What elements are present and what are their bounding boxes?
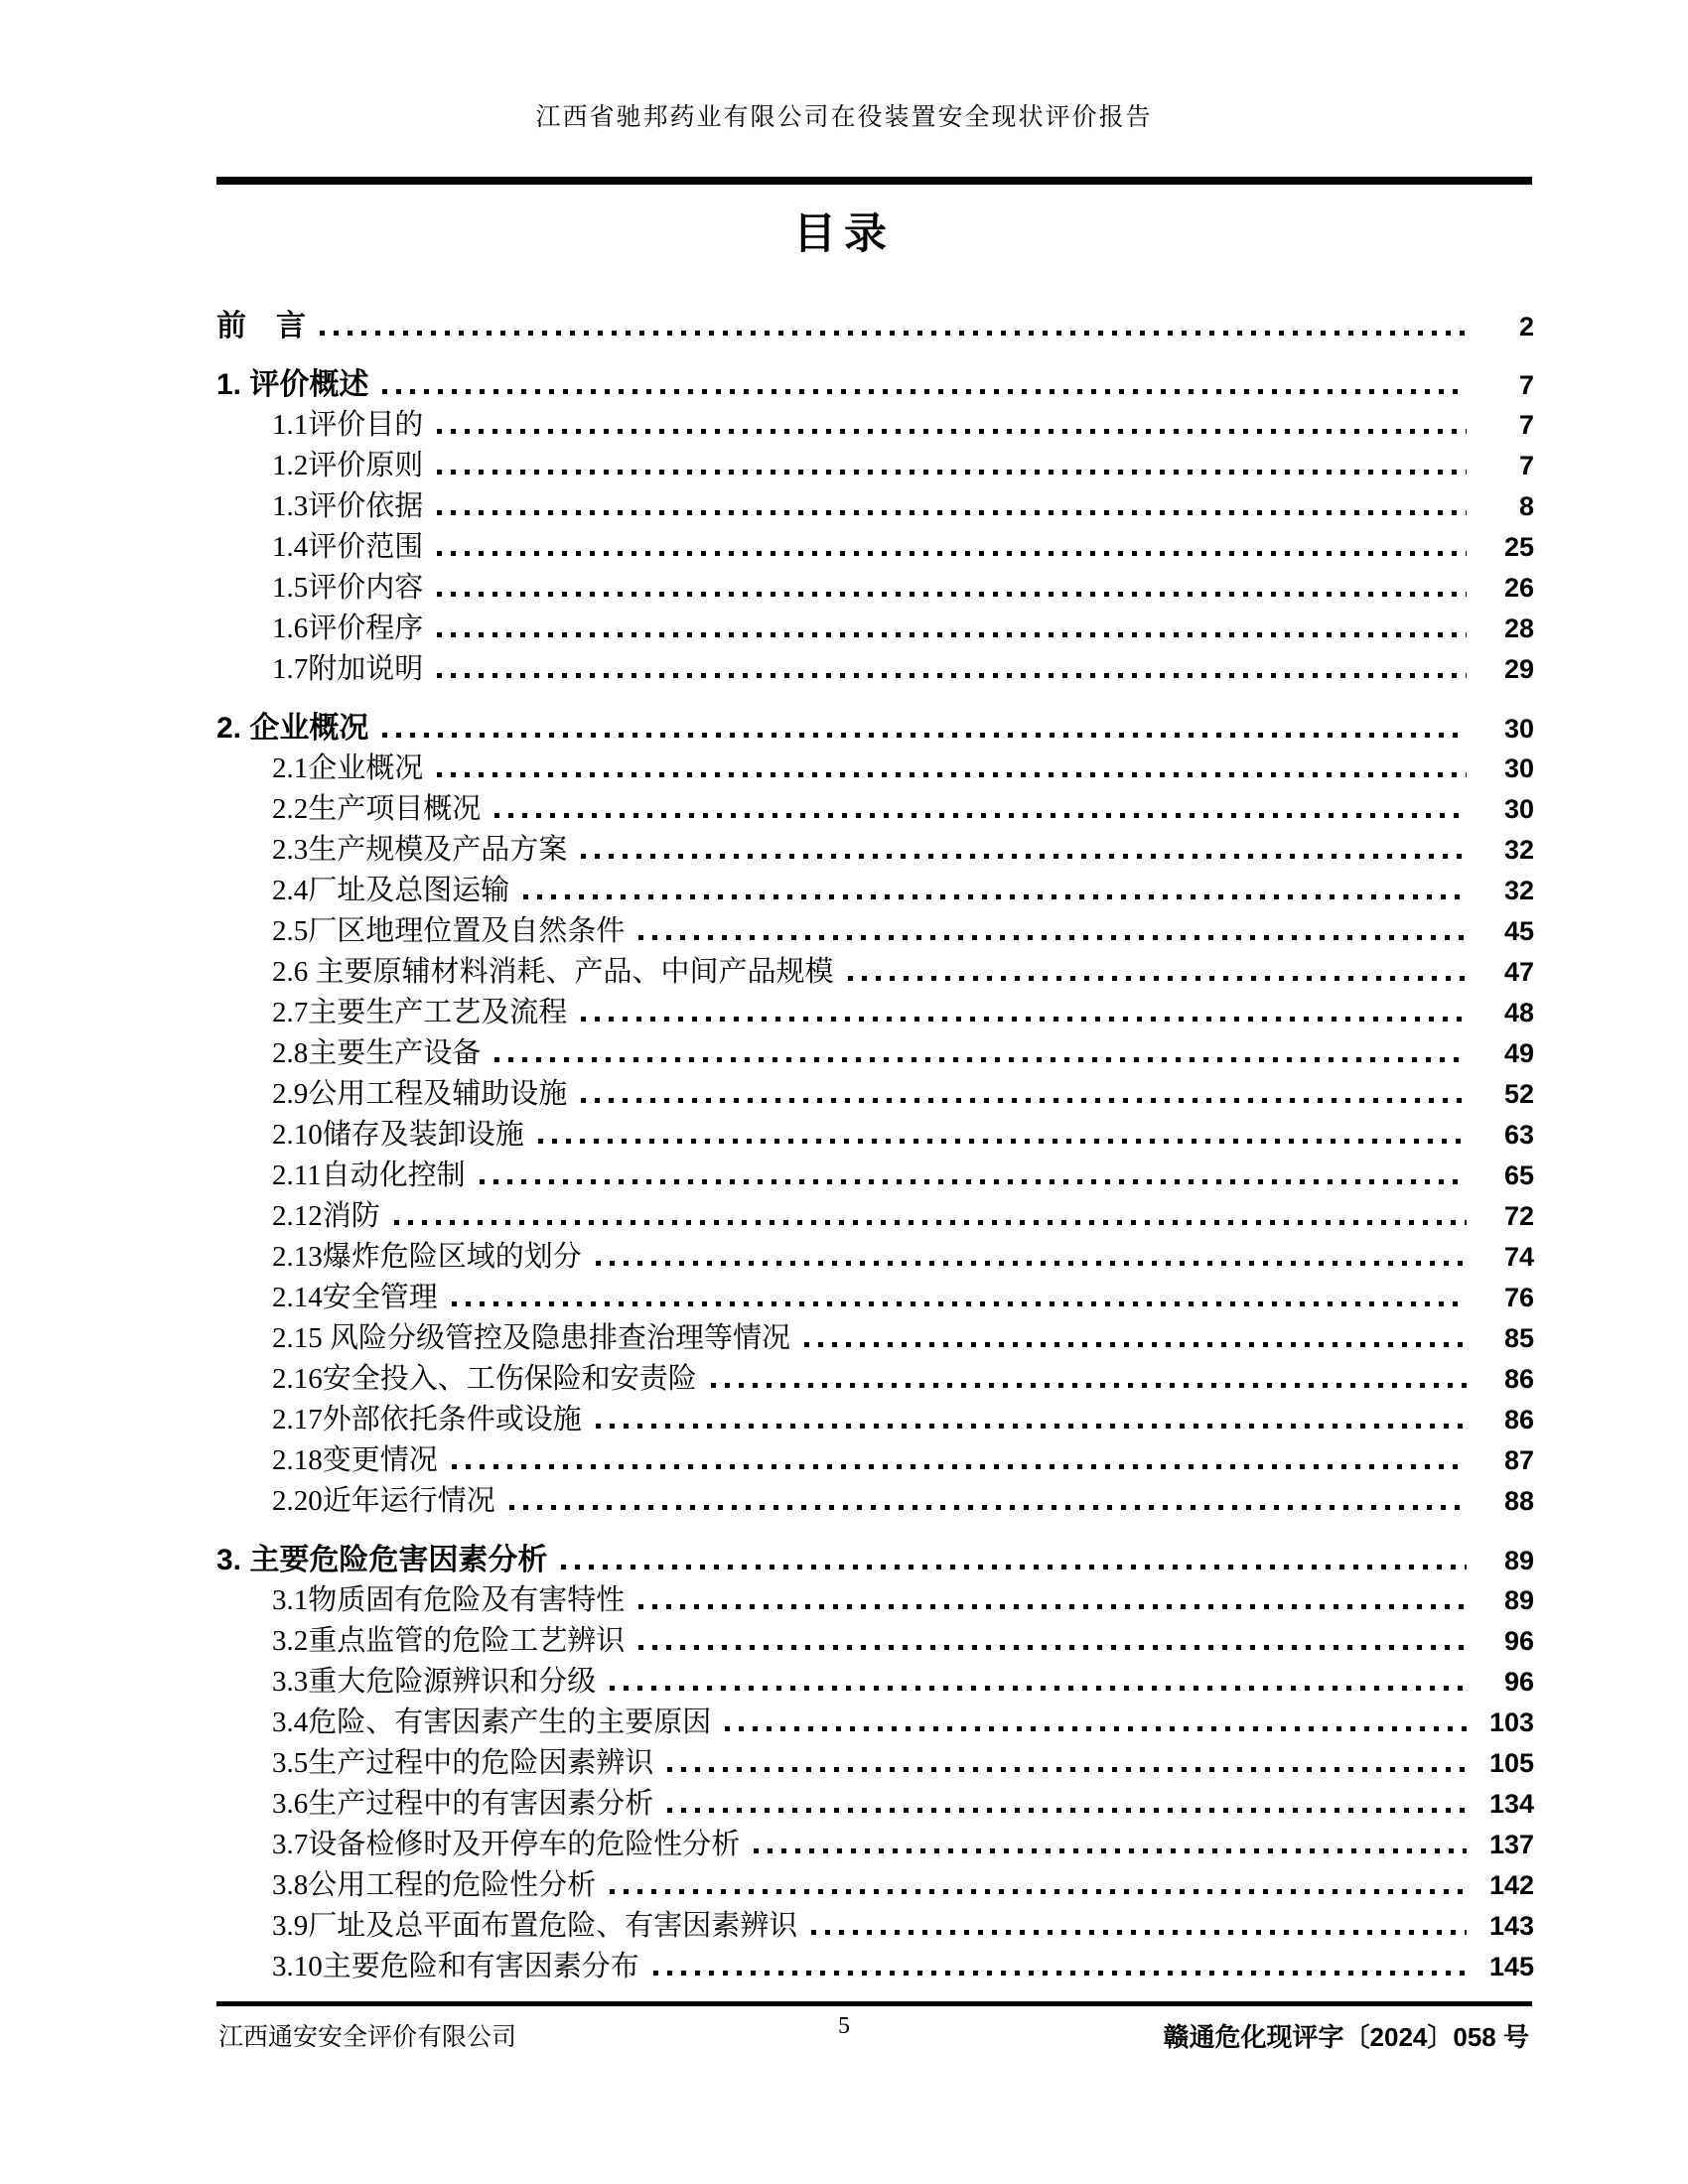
toc-entry-label: 3.10主要危险和有害因素分布 xyxy=(272,1951,639,1982)
toc-entry xyxy=(216,1318,1534,1359)
toc-entry-page-number: 85 xyxy=(1503,1323,1534,1353)
toc-entry xyxy=(216,789,1534,830)
toc-entry-label: 3.2重点监管的危险工艺辨识 xyxy=(272,1625,626,1657)
toc-entry-label: 3.1物质固有危险及有害特性 xyxy=(272,1584,626,1616)
toc-entry-page-number: 2 xyxy=(1518,312,1534,341)
toc-leader-dots xyxy=(711,1383,1467,1388)
toc-entry-label: 2.4厂址及总图运输 xyxy=(272,875,510,906)
toc-entry-label: 2.16安全投入、工伤保险和安责险 xyxy=(272,1363,697,1395)
toc-entry-page-number: 89 xyxy=(1503,1546,1534,1575)
toc-entry-label: 2.2生产项目概况 xyxy=(272,793,482,825)
toc-entry xyxy=(216,405,1534,446)
toc-entry-label: 2.18变更情况 xyxy=(272,1444,438,1476)
toc-leader-dots xyxy=(538,1139,1467,1144)
report-header-title: 江西省驰邦药业有限公司在役装置安全现状评价报告 xyxy=(535,104,1153,131)
toc-entry-label: 前 言 xyxy=(216,310,306,342)
toc-entry-label: 2. 企业概况 xyxy=(216,712,369,745)
toc-entry xyxy=(216,609,1534,649)
toc-entry-page-number: 8 xyxy=(1518,491,1534,521)
toc-entry-label: 2.13爆炸危险区域的划分 xyxy=(272,1241,582,1273)
toc-entry xyxy=(216,1074,1534,1115)
toc-entry-label: 3.9厂址及总平面布置危险、有害因素辨识 xyxy=(272,1910,798,1942)
toc-leader-dots xyxy=(638,935,1467,940)
toc-entry-page-number: 103 xyxy=(1488,1707,1534,1737)
toc-entry-label: 2.8主要生产设备 xyxy=(272,1037,482,1069)
toc-entry-page-number: 72 xyxy=(1503,1201,1534,1231)
footer-document-number: 赣通危化现评字〔2024〕058 号 xyxy=(1163,2022,1529,2052)
toc-entry xyxy=(216,993,1534,1033)
toc-entry xyxy=(216,952,1534,993)
toc-entry xyxy=(216,1743,1534,1784)
toc-entry xyxy=(216,1278,1534,1318)
toc-leader-dots xyxy=(494,1057,1467,1062)
toc-entry-label: 1.3评价依据 xyxy=(272,490,424,522)
header-rule xyxy=(216,177,1532,185)
toc-entry-label: 2.1企业概况 xyxy=(272,752,424,784)
toc-entry-page-number: 96 xyxy=(1503,1667,1534,1697)
toc-entry xyxy=(216,1580,1534,1621)
toc-entry-label: 2.10储存及装卸设施 xyxy=(272,1119,524,1151)
toc-entry-page-number: 63 xyxy=(1503,1120,1534,1150)
toc-entry xyxy=(216,1440,1534,1481)
toc-entry-label: 3.4危险、有害因素产生的主要原因 xyxy=(272,1706,712,1738)
toc-leader-dots xyxy=(523,894,1467,899)
toc-leader-dots xyxy=(653,1971,1467,1976)
toc-entry-label: 2.17外部依托条件或设施 xyxy=(272,1404,582,1435)
toc-entry xyxy=(216,1906,1534,1947)
toc-entry-page-number: 74 xyxy=(1503,1242,1534,1272)
toc-entry xyxy=(216,1540,1534,1580)
toc-entry-label: 2.5厂区地理位置及自然条件 xyxy=(272,915,626,947)
toc-leader-dots xyxy=(848,976,1467,981)
toc-entry-label: 2.11自动化控制 xyxy=(272,1160,466,1191)
toc-entry-page-number: 30 xyxy=(1503,753,1534,783)
toc-entry-label: 3.7设备检修时及开停车的危险性分析 xyxy=(272,1829,741,1860)
toc-entry xyxy=(216,486,1534,527)
toc-entry-label: 3.8公用工程的危险性分析 xyxy=(272,1869,597,1901)
toc-leader-dots xyxy=(494,813,1467,818)
toc-entry-label: 2.14安全管理 xyxy=(272,1282,438,1313)
toc-leader-dots xyxy=(320,331,1467,336)
toc-leader-dots xyxy=(581,1098,1467,1103)
toc-entry xyxy=(216,446,1534,486)
toc-leader-dots xyxy=(667,1767,1467,1772)
toc-entry-label: 1.7附加说明 xyxy=(272,653,424,685)
toc-leader-dots xyxy=(638,1604,1467,1609)
toc-entry-page-number: 134 xyxy=(1488,1789,1534,1819)
toc-entry-page-number: 88 xyxy=(1503,1486,1534,1516)
toc-entry xyxy=(216,1156,1534,1196)
toc-entry-page-number: 86 xyxy=(1503,1364,1534,1394)
toc-leader-dots xyxy=(754,1848,1467,1853)
toc-page-title: 目录 xyxy=(793,210,895,258)
toc-entry-page-number: 32 xyxy=(1503,876,1534,905)
toc-entry-page-number: 137 xyxy=(1488,1830,1534,1859)
toc-leader-dots xyxy=(382,733,1467,738)
toc-entry-page-number: 145 xyxy=(1488,1952,1534,1981)
toc-entry xyxy=(216,1115,1534,1156)
toc-entry xyxy=(216,1196,1534,1237)
toc-entry-label: 3.6生产过程中的有害因素分析 xyxy=(272,1788,654,1820)
toc-leader-dots xyxy=(437,429,1467,434)
toc-entry-label: 3.5生产过程中的危险因素辨识 xyxy=(272,1747,654,1779)
toc-leader-dots xyxy=(382,389,1467,394)
toc-entry xyxy=(216,364,1534,405)
toc-leader-dots xyxy=(610,1686,1467,1691)
toc-entry xyxy=(216,649,1534,690)
toc-entry-label: 2.12消防 xyxy=(272,1200,380,1232)
toc-leader-dots xyxy=(437,510,1467,515)
toc-entry-page-number: 32 xyxy=(1503,835,1534,865)
table-of-contents xyxy=(216,306,1534,1987)
toc-entry-label: 3.3重大危险源辨识和分级 xyxy=(272,1666,597,1698)
toc-entry-label: 1.1评价目的 xyxy=(272,409,424,441)
toc-leader-dots xyxy=(437,470,1467,475)
toc-entry xyxy=(216,1947,1534,1987)
toc-leader-dots xyxy=(480,1179,1467,1184)
toc-entry-page-number: 142 xyxy=(1488,1870,1534,1900)
toc-leader-dots xyxy=(596,1261,1467,1266)
footer-page-number: 5 xyxy=(838,2013,850,2039)
toc-leader-dots xyxy=(610,1889,1467,1894)
toc-entry-page-number: 76 xyxy=(1503,1283,1534,1312)
toc-entry-page-number: 29 xyxy=(1503,654,1534,684)
toc-leader-dots xyxy=(804,1342,1467,1347)
toc-entry-page-number: 86 xyxy=(1503,1405,1534,1434)
toc-entry xyxy=(216,749,1534,789)
toc-entry-label: 2.7主要生产工艺及流程 xyxy=(272,997,568,1028)
toc-entry xyxy=(216,911,1534,952)
toc-entry xyxy=(216,568,1534,609)
toc-entry-page-number: 7 xyxy=(1518,410,1534,440)
toc-leader-dots xyxy=(509,1505,1467,1510)
toc-entry xyxy=(216,527,1534,568)
toc-entry-page-number: 47 xyxy=(1503,957,1534,987)
toc-leader-dots xyxy=(638,1645,1467,1650)
toc-entry-page-number: 96 xyxy=(1503,1626,1534,1656)
toc-entry-page-number: 87 xyxy=(1503,1445,1534,1475)
toc-leader-dots xyxy=(596,1424,1467,1429)
toc-leader-dots xyxy=(437,632,1467,637)
toc-entry-label: 1.6评价程序 xyxy=(272,613,424,644)
toc-entry-page-number: 25 xyxy=(1503,532,1534,562)
toc-entry-label: 2.15 风险分级管控及隐患排查治理等情况 xyxy=(272,1322,791,1354)
toc-entry-page-number: 7 xyxy=(1518,451,1534,480)
toc-entry xyxy=(216,1784,1534,1825)
toc-entry-label: 1.2评价原则 xyxy=(272,450,424,481)
toc-entry-page-number: 105 xyxy=(1488,1748,1534,1778)
toc-entry-page-number: 65 xyxy=(1503,1160,1534,1190)
toc-entry-label: 2.6 主要原辅材料消耗、产品、中间产品规模 xyxy=(272,956,834,988)
footer-company-name: 江西通安安全评价有限公司 xyxy=(218,2024,517,2051)
toc-entry-label: 2.20近年运行情况 xyxy=(272,1485,495,1517)
toc-entry-page-number: 52 xyxy=(1503,1079,1534,1109)
toc-leader-dots xyxy=(437,551,1467,556)
toc-entry xyxy=(216,1865,1534,1906)
toc-entry-label: 3. 主要危险危害因素分析 xyxy=(216,1544,548,1576)
toc-entry-label: 1.4评价范围 xyxy=(272,531,424,563)
toc-entry-page-number: 30 xyxy=(1503,714,1534,744)
toc-entry xyxy=(216,1237,1534,1278)
toc-entry xyxy=(216,1621,1534,1662)
toc-entry-page-number: 143 xyxy=(1488,1911,1534,1941)
toc-leader-dots xyxy=(581,1017,1467,1022)
footer-rule xyxy=(216,2001,1532,2006)
toc-entry-page-number: 30 xyxy=(1503,794,1534,824)
toc-entry xyxy=(216,1662,1534,1703)
toc-leader-dots xyxy=(581,854,1467,859)
toc-entry-page-number: 28 xyxy=(1503,614,1534,643)
toc-leader-dots xyxy=(452,1464,1467,1469)
toc-leader-dots xyxy=(437,673,1467,678)
toc-entry xyxy=(216,1359,1534,1400)
toc-entry-label: 2.9公用工程及辅助设施 xyxy=(272,1078,568,1110)
toc-leader-dots xyxy=(452,1301,1467,1306)
toc-entry-page-number: 89 xyxy=(1503,1585,1534,1615)
toc-entry xyxy=(216,1033,1534,1074)
toc-entry xyxy=(216,830,1534,871)
toc-leader-dots xyxy=(561,1565,1467,1570)
toc-entry-label: 1.5评价内容 xyxy=(272,572,424,604)
toc-entry xyxy=(216,306,1534,346)
toc-entry xyxy=(216,1825,1534,1865)
toc-leader-dots xyxy=(811,1930,1467,1935)
toc-entry-page-number: 7 xyxy=(1518,370,1534,400)
toc-leader-dots xyxy=(667,1808,1467,1813)
toc-leader-dots xyxy=(394,1220,1467,1225)
toc-leader-dots xyxy=(725,1726,1467,1731)
toc-leader-dots xyxy=(437,592,1467,597)
toc-entry-page-number: 45 xyxy=(1503,916,1534,946)
toc-entry-page-number: 26 xyxy=(1503,573,1534,603)
toc-entry-page-number: 49 xyxy=(1503,1038,1534,1068)
toc-entry xyxy=(216,1703,1534,1743)
toc-entry xyxy=(216,708,1534,749)
toc-entry-label: 2.3生产规模及产品方案 xyxy=(272,834,568,866)
toc-entry-label: 1. 评价概述 xyxy=(216,368,369,401)
toc-entry xyxy=(216,871,1534,911)
toc-entry xyxy=(216,1400,1534,1440)
toc-entry xyxy=(216,1481,1534,1522)
toc-leader-dots xyxy=(437,772,1467,777)
toc-entry-page-number: 48 xyxy=(1503,998,1534,1027)
